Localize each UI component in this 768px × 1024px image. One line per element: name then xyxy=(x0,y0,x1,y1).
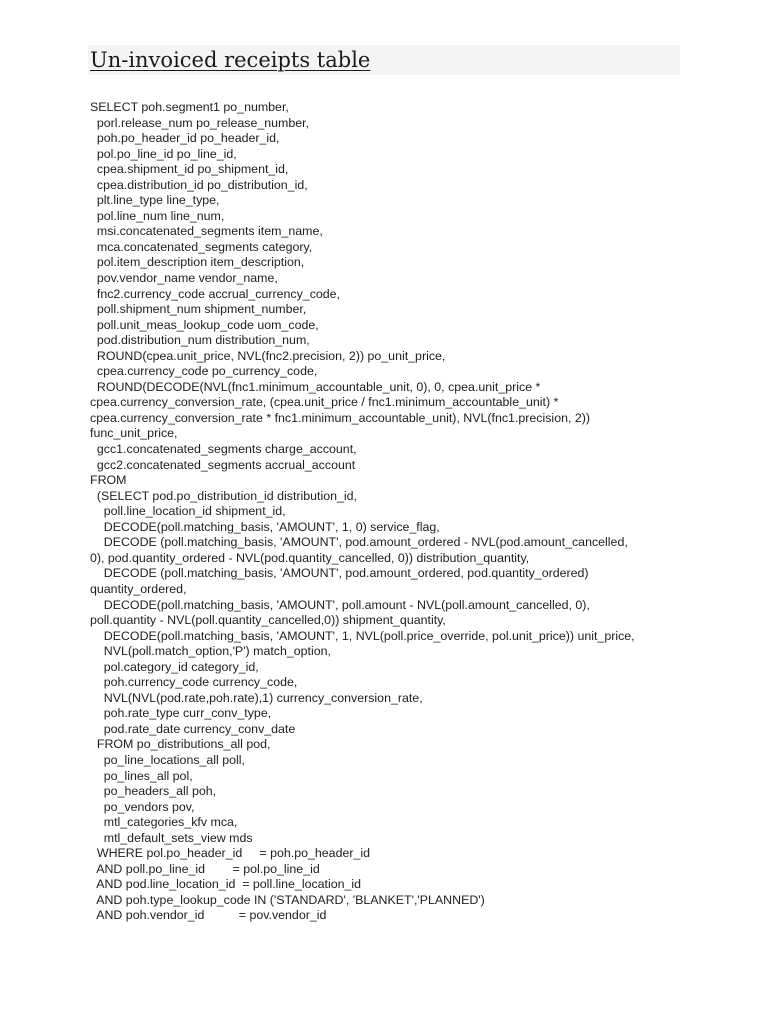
sql-line: poll.quantity - NVL(poll.quantity_cancelled,0)) shipment_quantity, xyxy=(90,613,446,628)
sql-line: pod.rate_date currency_conv_date xyxy=(90,721,296,736)
sql-line: AND poh.type_lookup_code IN ('STANDARD', 'BLANKET','PLANNED') xyxy=(90,892,485,907)
sql-line: pod.distribution_num distribution_num, xyxy=(90,333,310,348)
sql-line: po_line_locations_all poll, xyxy=(90,752,245,767)
sql-line: DECODE(poll.matching_basis, 'AMOUNT', poll.amount - NVL(poll.amount_cancelled, 0), xyxy=(90,597,590,612)
sql-line: plt.line_type line_type, xyxy=(90,193,220,208)
sql-line: gcc1.concatenated_segments charge_account, xyxy=(90,442,357,457)
sql-line: FROM xyxy=(90,473,127,488)
sql-code-block xyxy=(90,100,690,924)
sql-line: func_unit_price, xyxy=(90,426,178,441)
sql-line: cpea.shipment_id po_shipment_id, xyxy=(90,162,289,177)
sql-line: pol.item_description item_description, xyxy=(90,255,305,270)
sql-line: poh.rate_type curr_conv_type, xyxy=(90,706,272,721)
sql-line: po_vendors pov, xyxy=(90,799,195,814)
sql-line: fnc2.currency_code accrual_currency_code, xyxy=(90,286,341,301)
sql-line: FROM po_distributions_all pod, xyxy=(90,737,271,752)
sql-line: cpea.currency_conversion_rate * fnc1.minimum_accountable_unit), NVL(fnc1.precision, 2)) xyxy=(90,410,590,425)
sql-line: AND poh.vendor_id = pov.vendor_id xyxy=(90,908,327,923)
sql-line: WHERE pol.po_header_id = poh.po_header_id xyxy=(90,846,371,861)
title-bar xyxy=(88,45,680,75)
sql-line: pol.category_id category_id, xyxy=(90,659,259,674)
sql-line: 0), pod.quantity_ordered - NVL(pod.quantity_cancelled, 0)) distribution_quantity, xyxy=(90,550,530,565)
sql-line: porl.release_num po_release_number, xyxy=(90,115,310,130)
sql-line: DECODE(poll.matching_basis, 'AMOUNT', 1, NVL(poll.price_override, pol.unit_price)) unit_price, xyxy=(90,628,635,643)
sql-line: (SELECT pod.po_distribution_id distribution_id, xyxy=(90,488,358,503)
sql-line: cpea.currency_conversion_rate, (cpea.unit_price / fnc1.minimum_accountable_unit) * xyxy=(90,395,559,410)
sql-line: quantity_ordered, xyxy=(90,581,187,596)
sql-line: cpea.currency_code po_currency_code, xyxy=(90,364,318,379)
sql-line: mca.concatenated_segments category, xyxy=(90,239,313,254)
sql-line: mtl_default_sets_view mds xyxy=(90,830,253,845)
sql-line: pol.line_num line_num, xyxy=(90,208,225,223)
sql-line: pov.vendor_name vendor_name, xyxy=(90,271,278,286)
sql-line: ROUND(DECODE(NVL(fnc1.minimum_accountable_unit, 0), 0, cpea.unit_price * xyxy=(90,379,541,394)
sql-line: poll.line_location_id shipment_id, xyxy=(90,504,286,519)
sql-line: poll.shipment_num shipment_number, xyxy=(90,302,307,317)
sql-line: DECODE (poll.matching_basis, 'AMOUNT', pod.amount_ordered - NVL(pod.amount_cancelled, xyxy=(90,535,628,550)
sql-line: NVL(NVL(pod.rate,poh.rate),1) currency_conversion_rate, xyxy=(90,690,423,705)
sql-line: po_headers_all poh, xyxy=(90,784,217,799)
sql-line: pol.po_line_id po_line_id, xyxy=(90,146,237,161)
sql-line: ROUND(cpea.unit_price, NVL(fnc2.precision, 2)) po_unit_price, xyxy=(90,348,446,363)
sql-line: poh.currency_code currency_code, xyxy=(90,675,298,690)
sql-line: NVL(poll.match_option,'P') match_option, xyxy=(90,644,331,659)
sql-line: AND pod.line_location_id = poll.line_location_id xyxy=(90,877,362,892)
sql-line: poh.po_header_id po_header_id, xyxy=(90,131,280,146)
sql-line: mtl_categories_kfv mca, xyxy=(90,815,238,830)
page-title: Un-invoiced receipts table xyxy=(90,48,371,72)
sql-line: DECODE(poll.matching_basis, 'AMOUNT', 1, 0) service_flag, xyxy=(90,519,440,534)
sql-line: AND poll.po_line_id = pol.po_line_id xyxy=(90,861,320,876)
sql-line: po_lines_all pol, xyxy=(90,768,193,783)
sql-line: gcc2.concatenated_segments accrual_account xyxy=(90,457,356,472)
sql-line: SELECT poh.segment1 po_number, xyxy=(90,100,289,114)
sql-line: DECODE (poll.matching_basis, 'AMOUNT', pod.amount_ordered, pod.quantity_ordered) xyxy=(90,566,589,581)
sql-line: cpea.distribution_id po_distribution_id, xyxy=(90,177,308,192)
sql-line: msi.concatenated_segments item_name, xyxy=(90,224,323,239)
sql-line: poll.unit_meas_lookup_code uom_code, xyxy=(90,317,319,332)
